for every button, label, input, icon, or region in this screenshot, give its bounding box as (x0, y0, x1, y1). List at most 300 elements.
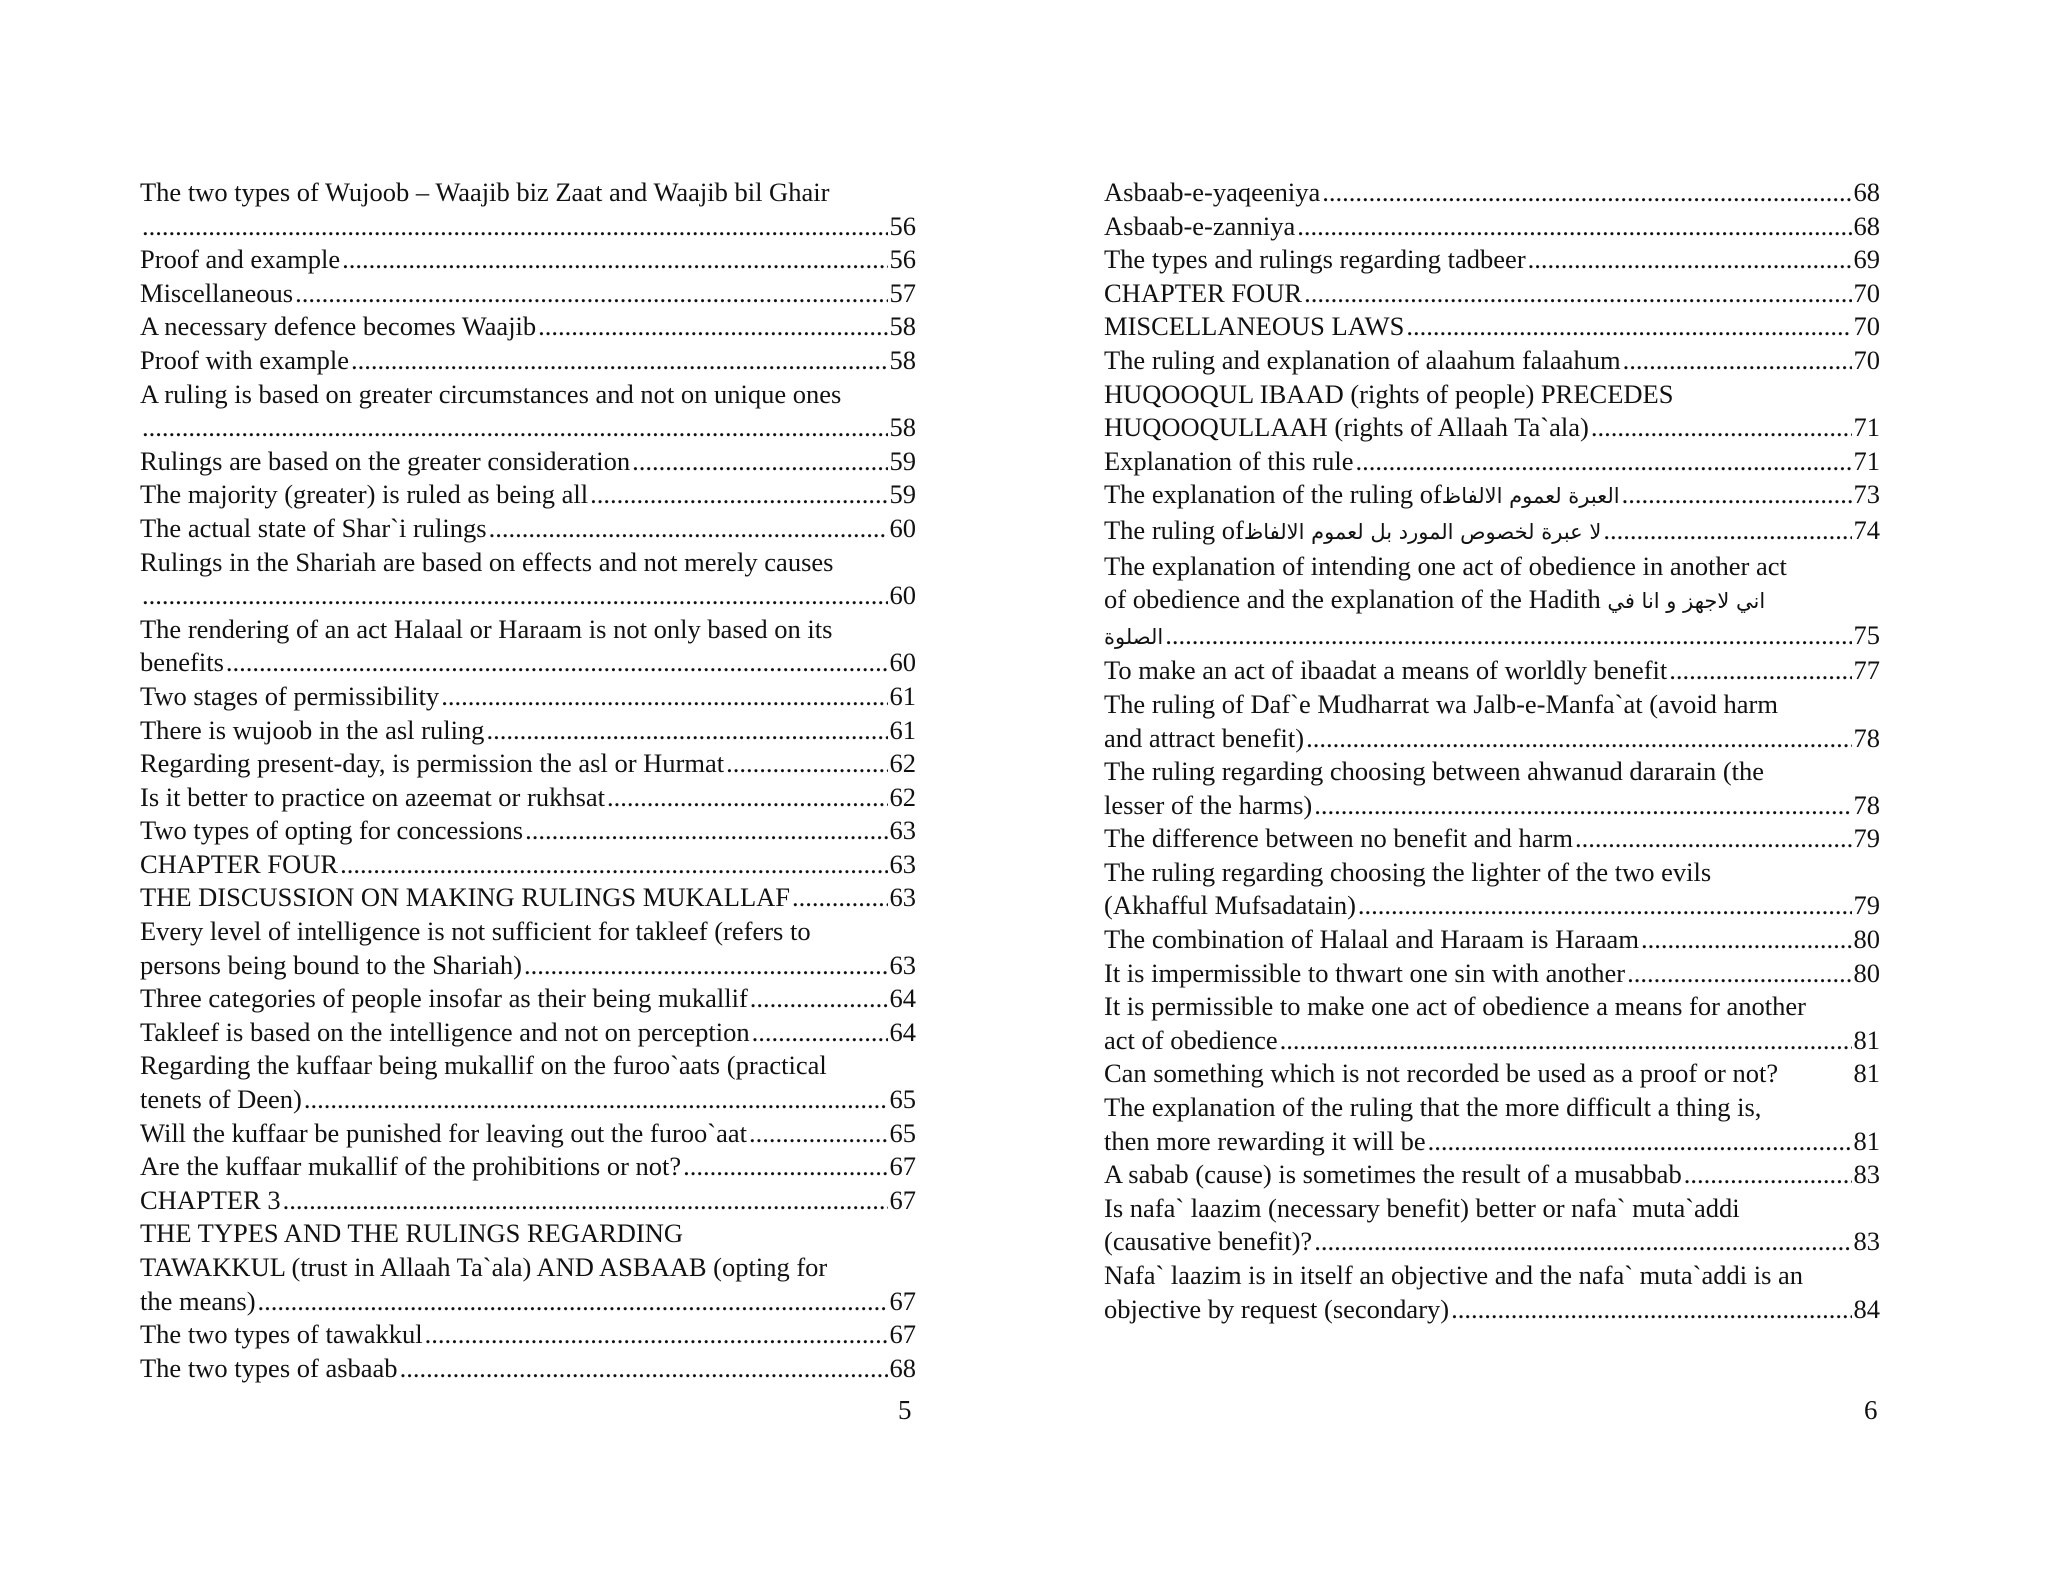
toc-entry-text: The ruling and explanation of alaahum falaahum (1104, 344, 1621, 375)
toc-page-number: 58 (889, 412, 916, 443)
toc-entry-text: A ruling is based on greater circumstances and not on unique ones (140, 378, 842, 409)
toc-page-number: 74 (1853, 514, 1880, 545)
toc-entry-text: Asbaab-e-yaqeeniya (1104, 177, 1321, 207)
dot-leader (1528, 243, 1852, 277)
toc-entry-last-line (1104, 1158, 1880, 1192)
dot-leader (752, 1016, 888, 1050)
toc-entry-text: Is it better to practice on azeemat or rukhsat (140, 781, 606, 812)
toc-entry-line (1104, 1259, 1880, 1293)
toc-entry-text: The types and rulings regarding tadbeer (1104, 244, 1526, 275)
toc-entry-text: Rulings in the Shariah are based on effects and not merely causes (140, 546, 834, 577)
toc-page-number: 83 (1853, 1159, 1880, 1190)
toc-page-number: 60 (889, 512, 916, 543)
toc-page-number: 57 (889, 277, 916, 308)
toc-page-number: 62 (889, 781, 916, 812)
toc-entry-text: Asbaab-e-zanniya (1104, 210, 1296, 241)
dot-leader (1304, 277, 1851, 311)
toc-page-number: 68 (1853, 210, 1880, 241)
dot-leader (1165, 619, 1851, 653)
dot-leader (1603, 514, 1851, 548)
page-right (1104, 176, 1880, 1326)
toc-entry-arabic: لا عبرة لخصوص المورد بل لعموم الالفاظ (1243, 519, 1602, 544)
toc-entry-text: The explanation of the ruling that the more difficult a thing is, (1104, 1092, 1762, 1123)
dot-leader (226, 646, 888, 680)
toc-entry-text: CHAPTER FOUR (140, 848, 339, 879)
toc-page-number: 61 (889, 680, 916, 711)
dot-leader (142, 411, 888, 445)
toc-entry-last-line (1104, 654, 1880, 688)
toc-entry-text: objective by request (secondary) (1104, 1293, 1450, 1324)
toc-entry-last-line (1104, 176, 1880, 210)
toc-entry-text: (causative benefit)? (1104, 1226, 1313, 1257)
toc-page-number: 83 (1853, 1226, 1880, 1257)
toc-entry-last-line (140, 1117, 916, 1151)
toc-page-number: 68 (1853, 177, 1880, 207)
toc-page-number: 63 (889, 815, 916, 846)
toc-entry-last-line (1104, 923, 1880, 957)
toc-entry-text: Miscellaneous (140, 277, 294, 308)
toc-page-number: 79 (1853, 890, 1880, 921)
toc-entry[interactable] (1104, 445, 1880, 479)
toc-page-number: 81 (1853, 1125, 1880, 1156)
toc-entry[interactable] (140, 881, 916, 915)
toc-page-number: 70 (1853, 311, 1880, 342)
toc-entry-text: Takleef is based on the intelligence and not on perception (140, 1016, 750, 1047)
toc-entry-last-line (1104, 210, 1880, 244)
toc-page-number: 58 (889, 311, 916, 342)
toc-entry-last-line (140, 210, 916, 244)
toc-page-number: 58 (889, 344, 916, 375)
toc-entry[interactable] (1104, 514, 1880, 550)
dot-leader (340, 848, 887, 882)
toc-entry[interactable] (1104, 923, 1880, 957)
toc-entry-last-line (1104, 1024, 1880, 1058)
toc-entry[interactable] (1104, 277, 1880, 311)
toc-entry-text: Every level of intelligence is not sufficient for takleef (refers to (140, 916, 811, 947)
dot-leader (142, 579, 888, 613)
toc-entry-last-line (1104, 310, 1880, 344)
toc-entry-text: The explanation of the ruling of (1104, 479, 1442, 510)
toc-page-number: 64 (889, 1016, 916, 1047)
toc-entry-last-line (1104, 277, 1880, 311)
toc-entry[interactable] (140, 546, 916, 613)
toc-entry-line (1104, 378, 1880, 412)
toc-entry-text: It is permissible to make one act of obedience a means for another (1104, 991, 1806, 1022)
toc-entry-text: the means) (140, 1285, 256, 1316)
dot-leader (489, 512, 888, 546)
toc-page-number: 68 (889, 1352, 916, 1383)
dot-leader (1314, 1225, 1851, 1259)
toc-entry[interactable] (140, 478, 916, 512)
toc-entry-text: tenets of Deen) (140, 1084, 302, 1115)
toc-entry-text: Can something which is not recorded be used as a proof or not? (1104, 1058, 1779, 1089)
toc-entry[interactable] (1104, 755, 1880, 822)
toc-entry-text: Regarding present-day, is permission the asl or Hurmat (140, 748, 725, 779)
toc-entry-last-line (1104, 344, 1880, 378)
toc-entry[interactable] (1104, 1192, 1880, 1259)
toc-entry-last-line (1104, 957, 1880, 991)
dot-leader (1684, 1158, 1852, 1192)
page-left (140, 176, 916, 1385)
toc-entry-text: A sabab (cause) is sometimes the result of a musabbab (1104, 1159, 1682, 1190)
toc-entry[interactable] (140, 1117, 916, 1151)
toc-entry[interactable] (1104, 550, 1880, 655)
toc-page-number: 59 (889, 445, 916, 476)
toc-entry-line (1104, 856, 1880, 890)
toc-page-number: 77 (1853, 655, 1880, 686)
toc-entry-text: The ruling regarding choosing between ahwanud dararain (the (1104, 756, 1765, 787)
toc-page-number: 67 (889, 1151, 916, 1182)
toc-entry-last-line (1104, 478, 1880, 514)
toc-entry[interactable] (1104, 688, 1880, 755)
toc-entry-text: act of obedience (1104, 1024, 1278, 1055)
toc-entry-text: Is nafa` laazim (necessary benefit) better or nafa` muta`addi (1104, 1192, 1740, 1223)
dot-leader (1669, 654, 1851, 688)
toc-entry-line (140, 176, 916, 210)
toc-entry-text: THE TYPES AND THE RULINGS REGARDING (140, 1218, 684, 1249)
toc-entry[interactable] (1104, 654, 1880, 688)
toc-entry-text: It is impermissible to thwart one sin with another (1104, 957, 1626, 988)
dot-leader (142, 210, 888, 244)
toc-entry[interactable] (140, 781, 916, 815)
dot-leader (538, 310, 887, 344)
dot-leader (342, 243, 887, 277)
dot-leader (726, 747, 887, 781)
toc-entry[interactable] (140, 378, 916, 445)
toc-entry[interactable] (140, 747, 916, 781)
toc-entry-last-line (140, 646, 916, 680)
toc-entry[interactable] (140, 848, 916, 882)
toc-entry-last-line (140, 814, 916, 848)
toc-entry-last-line (140, 277, 916, 311)
toc-page-number: 81 (1853, 1058, 1880, 1089)
toc-entry-last-line (1104, 243, 1880, 277)
toc-entry-arabic: الصلوة (1104, 624, 1164, 649)
toc-entry-text: and attract benefit) (1104, 722, 1305, 753)
toc-entry[interactable] (140, 680, 916, 714)
toc-entry[interactable] (1104, 478, 1880, 514)
toc-page-number: 63 (889, 848, 916, 879)
toc-entry-line (140, 915, 916, 949)
toc-entry-last-line (140, 1083, 916, 1117)
toc-entry-text: Rulings are based on the greater consideration (140, 445, 631, 476)
toc-entry-text: lesser of the harms) (1104, 789, 1313, 820)
toc-entry[interactable] (140, 814, 916, 848)
toc-page-number: 56 (889, 244, 916, 275)
toc-entry-text: The two types of Wujoob – Waajib biz Zaat and Waajib bil Ghair (140, 177, 830, 207)
toc-entry-last-line (140, 1016, 916, 1050)
dot-leader (607, 781, 887, 815)
toc-entry[interactable] (140, 277, 916, 311)
toc-entry-text: The combination of Halaal and Haraam is Haraam (1104, 924, 1639, 955)
toc-entry-last-line (1104, 619, 1880, 655)
toc-entry-text: persons being bound to the Shariah) (140, 949, 522, 980)
dot-leader (1297, 210, 1851, 244)
dot-leader (283, 1184, 888, 1218)
toc-page-number: 69 (1853, 244, 1880, 275)
dot-leader (1575, 822, 1852, 856)
toc-left (140, 176, 916, 1385)
toc-entry[interactable] (140, 1150, 916, 1184)
toc-entry-text: TAWAKKUL (trust in Allaah Ta`ala) AND ASBAAB (opting for (140, 1252, 828, 1282)
toc-entry-last-line (140, 1352, 916, 1386)
toc-entry-last-line (140, 1184, 916, 1218)
toc-page-number: 56 (889, 210, 916, 241)
toc-entry-text: The ruling regarding choosing the lighter of the two evils (1104, 856, 1712, 887)
toc-entry[interactable] (140, 982, 916, 1016)
toc-entry[interactable] (1104, 243, 1880, 277)
toc-entry[interactable] (1104, 856, 1880, 923)
toc-entry[interactable] (1104, 344, 1880, 378)
toc-entry-text: CHAPTER FOUR (1104, 277, 1303, 308)
toc-entry-line (1104, 688, 1880, 722)
toc-entry-last-line (1104, 722, 1880, 756)
toc-entry[interactable] (1104, 957, 1880, 991)
toc-entry-line (1104, 550, 1880, 584)
dot-leader (683, 1150, 887, 1184)
toc-entry-text: Two types of opting for concessions (140, 815, 524, 846)
toc-page-number: 65 (889, 1117, 916, 1148)
toc-entry-text: Will the kuffaar be punished for leaving out the furoo`aat (140, 1117, 748, 1148)
dot-leader (1641, 923, 1852, 957)
toc-entry-last-line (140, 982, 916, 1016)
dot-leader (1451, 1293, 1851, 1327)
toc-entry-text: Regarding the kuffaar being mukallif on the furoo`aats (practical (140, 1050, 827, 1081)
toc-entry-text: Are the kuffaar mukallif of the prohibitions or not? (140, 1151, 682, 1182)
toc-entry-line (140, 1251, 916, 1285)
toc-entry-text: Proof with example (140, 344, 350, 375)
toc-entry-last-line (140, 579, 916, 613)
toc-entry[interactable] (1104, 210, 1880, 244)
toc-entry-last-line (140, 1150, 916, 1184)
toc-page-number: 67 (889, 1184, 916, 1215)
toc-entry-last-line (140, 781, 916, 815)
toc-entry-last-line (1104, 1293, 1880, 1327)
toc-page-number: 71 (1853, 412, 1880, 443)
toc-entry-line (140, 1049, 916, 1083)
toc-entry-last-line (1104, 445, 1880, 479)
toc-entry-text: The majority (greater) is ruled as being all (140, 479, 589, 510)
toc-page-number: 65 (889, 1084, 916, 1115)
dot-leader (351, 344, 887, 378)
toc-entry-text: The ruling of Daf`e Mudharrat wa Jalb-e-Manfa`at (avoid harm (1104, 688, 1778, 719)
toc-page-number: 64 (889, 983, 916, 1014)
dot-leader (304, 1083, 888, 1117)
toc-entry[interactable] (140, 1049, 916, 1116)
toc-entry[interactable] (140, 714, 916, 748)
toc-entry[interactable] (140, 512, 916, 546)
dot-leader (525, 814, 887, 848)
toc-entry-last-line (140, 949, 916, 983)
dot-leader (1314, 789, 1851, 823)
toc-page-number: 60 (889, 647, 916, 678)
toc-entry-text: HUQOOQUL IBAAD (rights of people) PRECEDES (1104, 378, 1674, 409)
toc-entry[interactable] (140, 1352, 916, 1386)
toc-entry-line (1104, 583, 1880, 619)
toc-entry-line (1104, 1091, 1880, 1125)
toc-entry[interactable] (140, 445, 916, 479)
toc-page-number: 70 (1853, 344, 1880, 375)
toc-entry-last-line (140, 1285, 916, 1319)
toc-entry[interactable] (140, 1217, 916, 1318)
toc-entry[interactable] (1104, 1158, 1880, 1192)
toc-entry-text: (Akhafful Mufsadatain) (1104, 890, 1356, 921)
toc-entry-last-line (140, 411, 916, 445)
toc-entry-last-line (140, 445, 916, 479)
toc-entry[interactable] (140, 243, 916, 277)
toc-entry-line (1104, 755, 1880, 789)
toc-page-number: 71 (1853, 445, 1880, 476)
toc-entry-text: benefits (140, 647, 224, 678)
dot-leader (486, 714, 887, 748)
dot-leader (1406, 310, 1851, 344)
toc-entry-text: Explanation of this rule (1104, 445, 1354, 476)
toc-entry-arabic: اني لاجهز و انا في (1607, 589, 1766, 614)
toc-entry-last-line (140, 747, 916, 781)
toc-entry[interactable] (1104, 1259, 1880, 1326)
toc-entry-text: Proof and example (140, 244, 341, 275)
toc-entry-line (140, 613, 916, 647)
dot-leader (1322, 176, 1851, 210)
dot-leader (590, 478, 887, 512)
toc-entry-last-line (140, 478, 916, 512)
toc-entry-text: Nafa` laazim is in itself an objective and the nafa` muta`addi is an (1104, 1260, 1804, 1290)
toc-entry-last-line (1104, 411, 1880, 445)
toc-entry-text: Three categories of people insofar as their being mukallif (140, 983, 748, 1014)
toc-entry-text: The two types of asbaab (140, 1352, 398, 1383)
toc-entry[interactable] (1104, 1057, 1880, 1091)
toc-entry-text: MISCELLANEOUS LAWS (1104, 311, 1405, 342)
dot-leader (1627, 957, 1851, 991)
dot-leader (524, 949, 888, 983)
toc-entry-line (1104, 990, 1880, 1024)
toc-page-number: 59 (889, 479, 916, 510)
toc-entry-text: The two types of tawakkul (140, 1319, 423, 1350)
toc-entry-last-line (140, 714, 916, 748)
toc-entry-text: To make an act of ibaadat a means of worldly benefit (1104, 655, 1668, 686)
toc-entry[interactable] (140, 310, 916, 344)
dot-leader (1623, 344, 1852, 378)
toc-page-number: 60 (889, 580, 916, 611)
dot-leader (1428, 1125, 1852, 1159)
toc-page-number: 62 (889, 748, 916, 779)
page-number-right: 6 (1864, 1395, 1878, 1425)
toc-entry[interactable] (140, 1016, 916, 1050)
toc-entry-last-line (1104, 822, 1880, 856)
dot-leader (1356, 445, 1852, 479)
toc-entry-last-line (1104, 514, 1880, 550)
toc-entry[interactable] (1104, 310, 1880, 344)
toc-entry[interactable] (1104, 990, 1880, 1057)
toc-entry-last-line (1104, 1225, 1880, 1259)
dot-leader (441, 680, 887, 714)
toc-entry-last-line (1104, 1125, 1880, 1159)
dot-leader (1591, 411, 1852, 445)
toc-entry-last-line (1104, 889, 1880, 923)
toc-entry-text: THE DISCUSSION ON MAKING RULINGS MUKALLAF (140, 882, 791, 913)
toc-entry-text: The explanation of intending one act of obedience in another act (1104, 550, 1787, 581)
dot-leader (1306, 722, 1851, 756)
toc-entry-text: of obedience and the explanation of the Hadith (1104, 584, 1608, 615)
toc-page-number: 80 (1853, 957, 1880, 988)
dot-leader (1358, 889, 1852, 923)
toc-page-number: 80 (1853, 924, 1880, 955)
toc-entry-last-line (140, 680, 916, 714)
toc-entry-last-line (140, 881, 916, 915)
toc-entry-line (140, 1217, 916, 1251)
toc-entry-text: The difference between no benefit and harm (1104, 823, 1573, 854)
toc-page-number: 70 (1853, 277, 1880, 308)
dot-leader (400, 1352, 888, 1386)
toc-page-number: 73 (1853, 479, 1880, 510)
toc-entry-text: then more rewarding it will be (1104, 1125, 1426, 1156)
toc-entry-text: The ruling of (1104, 514, 1244, 545)
toc-entry[interactable] (140, 1184, 916, 1218)
dot-leader (425, 1318, 888, 1352)
toc-entry-line (140, 546, 916, 580)
toc-entry[interactable] (140, 613, 916, 680)
toc-entry-text: HUQOOQULLAAH (rights of Allaah Ta`ala) (1104, 412, 1589, 443)
toc-entry-last-line (140, 310, 916, 344)
dot-leader (792, 881, 887, 915)
page-number-left: 5 (898, 1395, 912, 1425)
toc-entry-text: A necessary defence becomes Waajib (140, 311, 537, 342)
toc-entry-arabic: العبرة لعموم الالفاظ (1441, 484, 1620, 509)
toc-entry[interactable] (140, 344, 916, 378)
toc-page-number: 81 (1853, 1024, 1880, 1055)
toc-entry[interactable] (140, 915, 916, 982)
toc-entry-text: There is wujoob in the asl ruling (140, 714, 485, 745)
toc-page-number: 63 (889, 882, 916, 913)
toc-entry-last-line (1104, 1057, 1880, 1091)
toc-entry-last-line (140, 1318, 916, 1352)
dot-leader (295, 277, 887, 311)
dot-leader (750, 982, 888, 1016)
dot-leader (1622, 478, 1852, 512)
toc-page-number: 78 (1853, 789, 1880, 820)
toc-entry-last-line (1104, 789, 1880, 823)
toc-entry-line (140, 378, 916, 412)
toc-entry-text: Two stages of permissibility (140, 680, 440, 711)
toc-page-number: 75 (1853, 619, 1880, 650)
toc-page-number: 67 (889, 1319, 916, 1350)
toc-right (1104, 176, 1880, 1326)
toc-page-number: 78 (1853, 722, 1880, 753)
toc-page-number: 84 (1853, 1293, 1880, 1324)
toc-page-number: 63 (889, 949, 916, 980)
toc-entry-line (1104, 1192, 1880, 1226)
toc-entry[interactable] (1104, 176, 1880, 210)
toc-entry-text: The actual state of Shar`i rulings (140, 512, 487, 543)
toc-entry-last-line (140, 344, 916, 378)
toc-entry[interactable] (1104, 378, 1880, 445)
dot-leader (749, 1117, 887, 1151)
dot-leader (258, 1285, 888, 1319)
toc-entry-last-line (140, 848, 916, 882)
toc-entry-text: CHAPTER 3 (140, 1184, 281, 1215)
toc-entry-text: The rendering of an act Halaal or Haraam is not only based on its (140, 613, 833, 644)
dot-leader (632, 445, 887, 479)
toc-entry[interactable] (1104, 1091, 1880, 1158)
toc-page-number: 67 (889, 1285, 916, 1316)
toc-page-number: 79 (1853, 823, 1880, 854)
toc-entry[interactable] (140, 176, 916, 243)
toc-page-number: 61 (889, 714, 916, 745)
toc-entry-last-line (140, 243, 916, 277)
dot-leader (1280, 1024, 1852, 1058)
toc-entry[interactable] (140, 1318, 916, 1352)
toc-entry[interactable] (1104, 822, 1880, 856)
